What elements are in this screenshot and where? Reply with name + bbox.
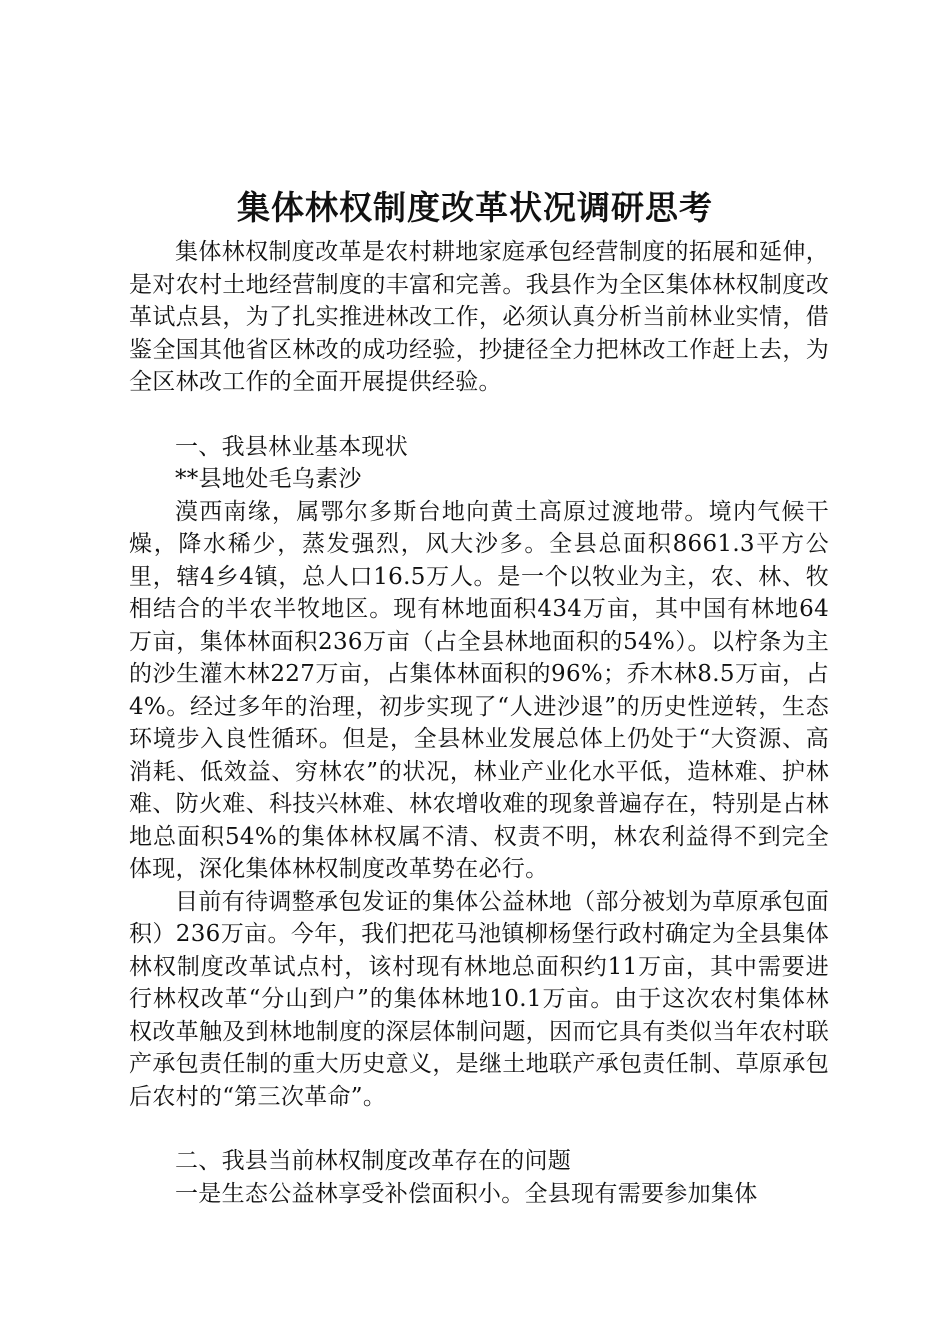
section-2-heading: 二、我县当前林权制度改革存在的问题 (175, 1148, 572, 1174)
section-1-paragraph-1: 漠西南缘，属鄂尔多斯台地向黄土高原过渡地带。境内气候干燥，降水稀少，蒸发强烈，风大沙多。全县总面积8661.3平方公里，辖4乡4镇，总人口16.5万人。是一个以牧业为主，农、林、牧相结合的半农半牧地区。现有林地面积434万亩，其中国有林地64万亩，集体林面积236万亩（占全县林地面积的54%）。以柠条为主的沙生灌木林227万亩，占集体林面积的96%；乔木林8.5万亩，占4%。经过多年的治理，初步实现了“人进沙退”的历史性逆转，生态环境步入良性循环。但是，全县林业发展总体上仍处于“大资源、高消耗、低效益、穷林农”的状况，林业产业化水平低，造林难、护林难、防火难、科技兴林难、林农增收难的现象普遍存在，特别是占林地总面积54%的集体林权属不清、权责不明，林农利益得不到完全体现，深化集体林权制度改革势在必行。 (129, 498, 829, 882)
section-1-heading: 一、我县林业基本现状 (175, 433, 408, 460)
document-body (129, 236, 829, 1210)
section-1-paragraph-2: 目前有待调整承包发证的集体公益林地（部分被划为草原承包面积）236万亩。今年，我们把花马池镇柳杨堡行政村确定为全县集体林权制度改革试点村，该村现有林地总面积约11万亩，其中需要进行林权改革“分山到户”的集体林地10.1万亩。由于这次农村集体林权改革触及到林地制度的深层体制问题，因而它具有类似当年农村联产承包责任制的重大历史意义，是继土地联产承包责任制、草原承包后农村的“第三次革命”。 (129, 888, 829, 1110)
section-1-subheading: **县地处毛乌素沙 (175, 466, 362, 492)
intro-paragraph: 集体林权制度改革是农村耕地家庭承包经营制度的拓展和延伸，是对农村土地经营制度的丰富和完善。我县作为全区集体林权制度改革试点县，为了扎实推进林改工作，必须认真分析当前林业实情，借鉴全国其他省区林改的成功经验，抄捷径全力把林改工作赶上去，为全区林改工作的全面开展提供经验。 (129, 239, 829, 395)
document-title: 集体林权制度改革状况调研思考 (237, 188, 713, 227)
paragraph-spacer (129, 399, 829, 431)
paragraph-spacer (129, 1113, 829, 1145)
section-2-paragraph-1: 一是生态公益林享受补偿面积小。全县现有需要参加集体 (175, 1180, 758, 1207)
